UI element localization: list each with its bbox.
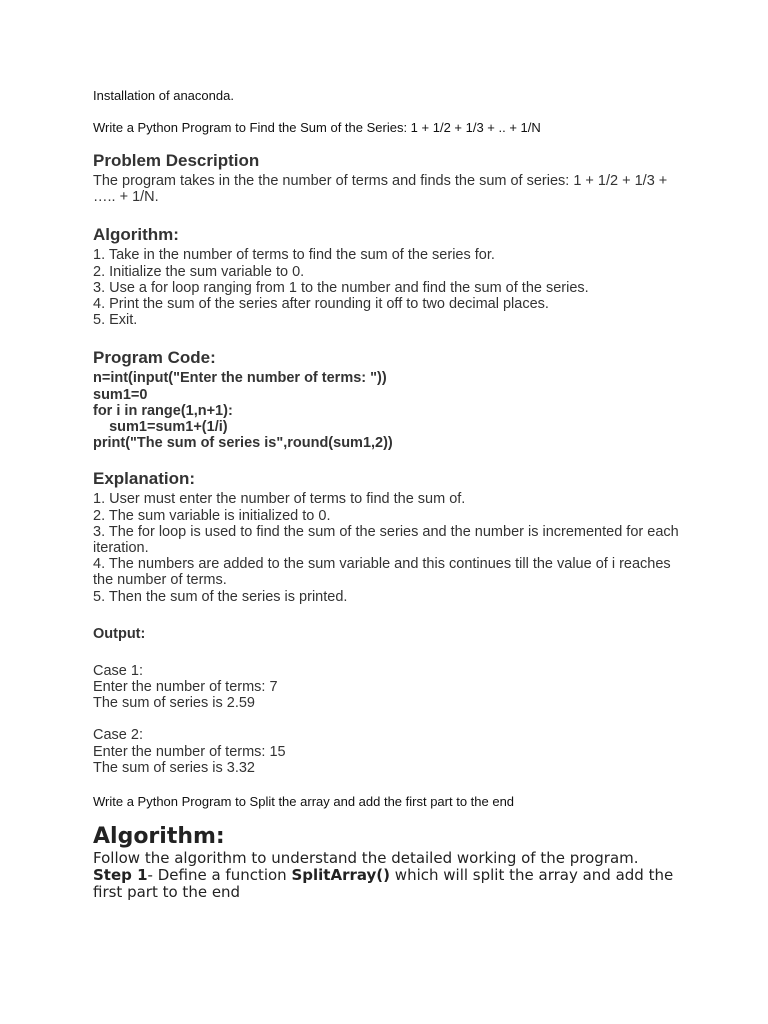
- program-title-2: Write a Python Program to Split the array and add the first part to the end: [93, 794, 515, 810]
- case-line: The sum of series is 3.32: [93, 759, 255, 776]
- code-line: n=int(input("Enter the number of terms: ")): [93, 370, 387, 387]
- code-line: sum1=sum1+(1/i): [93, 419, 228, 436]
- function-name: SplitArray(): [291, 866, 391, 885]
- intro-line: Installation of anaconda.: [93, 88, 234, 103]
- case-line: The sum of series is 2.59: [93, 695, 255, 712]
- explanation-point: 2. The sum variable is initialized to 0.: [93, 507, 331, 524]
- case-line: Case 2:: [93, 727, 143, 744]
- step-label: Step 1: [93, 866, 148, 885]
- step-text-b: which will split the array and add the first part to the end: [93, 866, 674, 902]
- explanation-point: 4. The numbers are added to the sum variable and this continues till the value of i reaches the number of terms.: [93, 556, 671, 589]
- code-line: sum1=0: [93, 386, 148, 403]
- case-line: Enter the number of terms: 15: [93, 743, 286, 760]
- output-case-1: [93, 663, 683, 712]
- code-line: print("The sum of series is",round(sum1,2)): [93, 435, 393, 452]
- problem-text: The program takes in the the number of terms and finds the sum of series: 1 + 1/2 + 1/3 + ….. + 1/N.: [93, 173, 668, 206]
- explanation-points: [93, 491, 683, 604]
- output-heading: Output:: [93, 625, 146, 642]
- explanation-point: 1. User must enter the number of terms to find the sum of.: [93, 491, 466, 508]
- explanation-point: 5. Then the sum of the series is printed.: [93, 588, 348, 605]
- explanation-point: 3. The for loop is used to find the sum of the series and the number is incremented for each iteration.: [93, 523, 679, 557]
- algorithm2-heading: Algorithm:: [93, 824, 225, 850]
- algorithm-step: 3. Use a for loop ranging from 1 to the number and find the sum of the series.: [93, 279, 589, 296]
- algorithm-heading: Algorithm:: [93, 225, 179, 245]
- algorithm-step: 5. Exit.: [93, 312, 138, 329]
- case-line: Enter the number of terms: 7: [93, 679, 278, 696]
- case-line: Case 1:: [93, 662, 143, 679]
- algorithm2-intro: Follow the algorithm to understand the detailed working of the program.: [93, 849, 639, 868]
- algorithm-step: 1. Take in the number of terms to find the sum of the series for.: [93, 247, 495, 264]
- program-code-heading: Program Code:: [93, 348, 216, 368]
- document-page: [93, 88, 683, 901]
- problem-heading: Problem Description: [93, 151, 260, 170]
- program-title-1: Write a Python Program to Find the Sum of the Series: 1 + 1/2 + 1/3 + .. + 1/N: [93, 120, 541, 135]
- program-code-block: [93, 370, 683, 451]
- algorithm-step: 4. Print the sum of the series after rounding it off to two decimal places.: [93, 296, 549, 313]
- algorithm2-step: [93, 867, 683, 901]
- algorithm-step: 2. Initialize the sum variable to 0.: [93, 263, 305, 280]
- step-text-a: - Define a function: [147, 866, 292, 885]
- output-case-2: [93, 727, 683, 776]
- algorithm-steps: [93, 247, 683, 328]
- explanation-heading: Explanation:: [93, 469, 196, 489]
- code-line: for i in range(1,n+1):: [93, 402, 233, 419]
